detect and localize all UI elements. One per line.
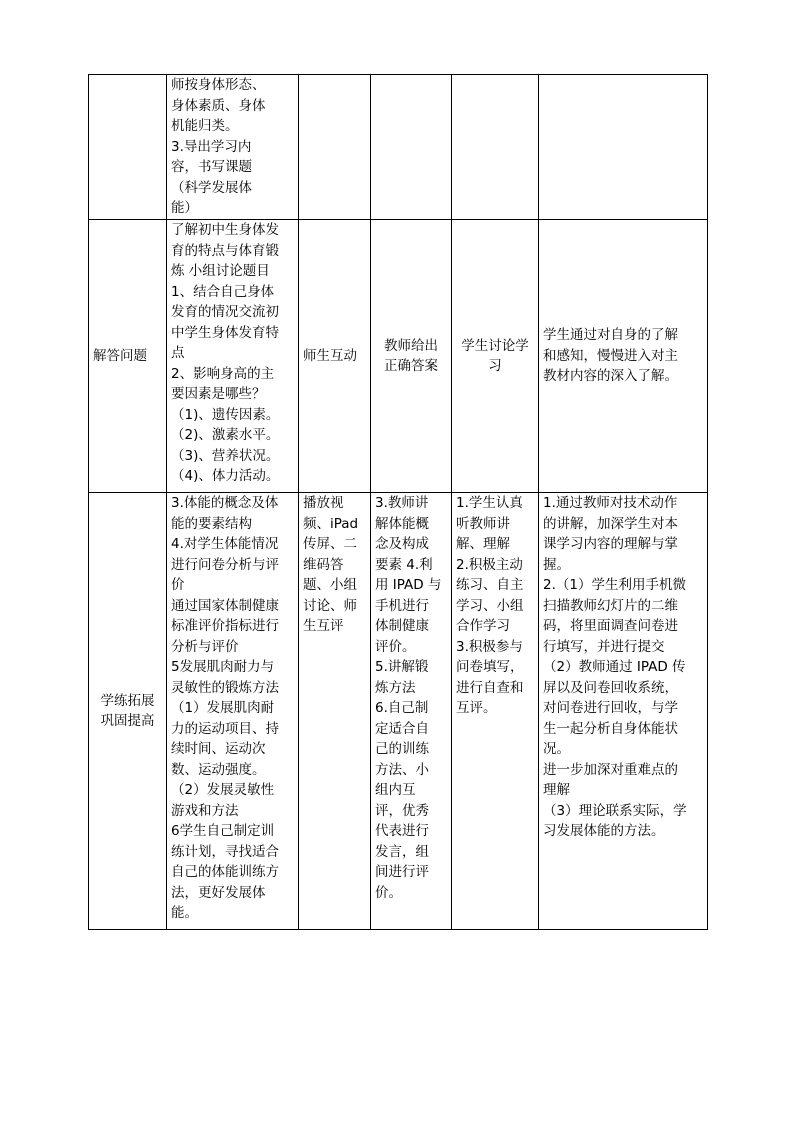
cell-text-line: 师生互动: [303, 347, 357, 364]
method-cell: [299, 75, 371, 220]
cell-text-line: 了解初中生身体发: [171, 222, 279, 238]
method-cell: [299, 220, 371, 493]
cell-text-line: 3.积极参与: [456, 638, 523, 655]
cell-text-line: 正确答案: [384, 358, 438, 374]
cell-text-line: 游戏和方法: [171, 802, 239, 819]
cell-text-line: （4)、体力活动。: [171, 468, 280, 484]
content-cell: [167, 493, 299, 930]
cell-text-line: （2）发展灵敏性: [171, 782, 275, 798]
cell-text-line: 课学习内容的理解与掌: [543, 536, 678, 552]
design-intent-cell: [539, 220, 708, 493]
cell-text-line: 续时间、运动次: [171, 741, 266, 757]
cell-text-line: 题、小组: [303, 577, 357, 593]
cell-text-line: 组内互: [375, 782, 416, 798]
cell-text-line: 3.体能的概念及体: [171, 495, 279, 511]
cell-text-line: 屏以及问卷回收系统，: [543, 679, 678, 696]
table-row: [89, 220, 708, 493]
cell-text-line: 师按身体形态、: [171, 77, 266, 93]
cell-text-line: （1)、遗传因素。: [171, 406, 280, 423]
student-activity-cell: [452, 493, 539, 930]
table-row: [89, 493, 708, 930]
cell-text-line: 进一步加深对重难点的: [543, 761, 678, 778]
teacher-activity-cell: [371, 75, 452, 220]
cell-text-line: 巩固提高: [100, 713, 155, 729]
cell-text-line: 播放视: [303, 495, 344, 511]
cell-text-line: 通过国家体制健康: [171, 597, 279, 614]
stage-cell: [89, 493, 167, 930]
cell-text-line: 对问卷进行回收，与学: [543, 700, 678, 716]
cell-text-line: （1）发展肌肉耐: [171, 700, 275, 716]
cell-text-line: （3)、营养状况。: [171, 447, 280, 464]
cell-text-line: 理解: [543, 782, 570, 798]
cell-text-line: 听教师讲: [456, 515, 510, 532]
cell-text-line: （3）理论联系实际，学: [543, 802, 687, 819]
cell-text-line: 进行自查和: [456, 679, 524, 696]
cell-text-line: 手机进行: [375, 597, 429, 614]
cell-text-line: 6.自己制: [375, 700, 429, 716]
cell-text-line: 生互评: [303, 618, 344, 634]
cell-text-line: 生一起分析自身体能状: [543, 720, 678, 737]
cell-text-line: 练习、自主: [456, 577, 524, 593]
design-intent-cell: [539, 493, 708, 930]
cell-text-line: （2)、激素水平。: [171, 427, 280, 443]
student-activity-cell: [452, 220, 539, 493]
cell-text-line: 5.讲解锻: [375, 659, 429, 675]
cell-text-line: 2、影响身高的主: [171, 365, 275, 382]
cell-text-line: 要素 4.利: [375, 556, 433, 573]
cell-text-line: 解、理解: [456, 536, 510, 552]
cell-text-line: 力的运动项目、持: [171, 720, 279, 737]
cell-text-line: 发言，组: [375, 843, 429, 860]
design-intent-cell: [539, 75, 708, 220]
cell-text-line: 用 IPAD 与: [375, 577, 442, 593]
cell-text-line: 身体素质、身体: [171, 97, 266, 114]
cell-text-line: 教师给出: [384, 337, 438, 354]
lesson-plan-table: [88, 74, 708, 930]
cell-text-line: 传屏、二: [303, 536, 357, 552]
cell-text-line: 念及构成: [375, 536, 429, 552]
stage-cell: [89, 75, 167, 220]
cell-text-line: 数、运动强度。: [171, 761, 266, 778]
cell-text-line: 价。: [375, 884, 402, 901]
cell-text-line: 6学生自己制定训: [171, 823, 275, 839]
cell-text-line: 能）: [171, 200, 198, 216]
cell-text-line: 进行问卷分析与评: [171, 556, 279, 573]
cell-text-line: 学生通过对自身的了解: [543, 327, 678, 344]
cell-text-line: 体制健康: [375, 618, 429, 634]
cell-text-line: 育的特点与体育锻: [171, 242, 279, 259]
cell-text-line: 中学生身体发育特: [171, 324, 279, 341]
cell-text-line: 炼方法: [375, 679, 416, 696]
cell-text-line: 能。: [171, 905, 198, 921]
cell-text-line: 1.通过教师对技术动作: [543, 495, 678, 511]
cell-text-line: 分析与评价: [171, 638, 239, 655]
teacher-activity-cell: [371, 493, 452, 930]
cell-text-line: 码，将里面调查问卷进: [543, 618, 678, 634]
cell-text-line: （科学发展体: [171, 179, 252, 196]
cell-text-line: 点: [171, 345, 185, 361]
cell-text-line: 机能归类。: [171, 118, 239, 134]
cell-text-line: 合作学习: [456, 618, 510, 634]
cell-text-line: 2.（1）学生利用手机微: [543, 577, 686, 593]
cell-text-line: 发育的情况交流初: [171, 304, 279, 320]
cell-text-line: 扫描教师幻灯片的二维: [543, 597, 678, 614]
cell-text-line: 维码答: [303, 556, 344, 573]
cell-text-line: 频、iPad: [303, 515, 359, 532]
cell-text-line: 讨论、师: [303, 597, 357, 614]
content-cell: [167, 75, 299, 220]
cell-text-line: 容，书写课题: [171, 159, 252, 175]
cell-text-line: 间进行评: [375, 864, 429, 880]
cell-text-line: 己的训练: [375, 741, 429, 757]
cell-text-line: 习: [488, 358, 502, 374]
cell-text-line: 炼 小组讨论题目: [171, 263, 270, 279]
cell-text-line: 标准评价指标进行: [171, 618, 279, 634]
cell-text-line: 练计划，寻找适合: [171, 843, 279, 860]
stage-cell: 解答问题: [89, 220, 167, 493]
cell-text-line: 灵敏性的锻炼方法: [171, 679, 279, 696]
cell-text-line: 价: [171, 577, 185, 593]
cell-text-line: 方法、小: [375, 761, 429, 778]
cell-text-line: 问卷填写，: [456, 659, 524, 675]
cell-text-line: 行填写，并进行提交: [543, 638, 665, 655]
cell-text-line: 2.积极主动: [456, 556, 523, 573]
cell-text-line: 1、结合自己身体: [171, 283, 275, 300]
cell-text-line: 况。: [543, 741, 570, 757]
cell-text-line: （2）教师通过 IPAD 传: [543, 659, 686, 675]
student-activity-cell: [452, 75, 539, 220]
content-cell: [167, 220, 299, 493]
cell-text-line: 自己的体能训练方: [171, 864, 279, 880]
cell-text-line: 和感知，慢慢进入对主: [543, 347, 678, 364]
cell-text-line: 要因素是哪些？: [171, 386, 266, 402]
cell-text-line: 互评。: [456, 700, 497, 716]
cell-text-line: 教材内容的深入了解。: [543, 368, 678, 385]
cell-text-line: 定适合自: [375, 720, 429, 737]
cell-text-line: 能的要素结构: [171, 515, 252, 532]
cell-text-line: 的讲解，加深学生对本: [543, 515, 678, 532]
cell-text-line: 代表进行: [375, 823, 429, 839]
cell-text-line: 3.教师讲: [375, 495, 429, 511]
table-row: [89, 75, 708, 220]
cell-text-line: 习发展体能的方法。: [543, 823, 665, 839]
cell-text-line: 法，更好发展体: [171, 884, 266, 901]
cell-text-line: 3.导出学习内: [171, 138, 252, 155]
cell-text-line: 评价。: [375, 638, 416, 655]
cell-text-line: 解体能概: [375, 515, 429, 532]
method-cell: [299, 493, 371, 930]
cell-text-line: 学生讨论学: [461, 337, 529, 354]
cell-text-line: 4.对学生体能情况: [171, 536, 279, 552]
cell-text-line: 评，优秀: [375, 802, 429, 819]
cell-text-line: 学习、小组: [456, 597, 524, 614]
cell-text-line: 5发展肌肉耐力与: [171, 659, 275, 675]
teacher-activity-cell: [371, 220, 452, 493]
cell-text-line: 1.学生认真: [456, 495, 523, 511]
cell-text-line: 学练拓展: [100, 692, 155, 709]
cell-text-line: 握。: [543, 556, 570, 573]
